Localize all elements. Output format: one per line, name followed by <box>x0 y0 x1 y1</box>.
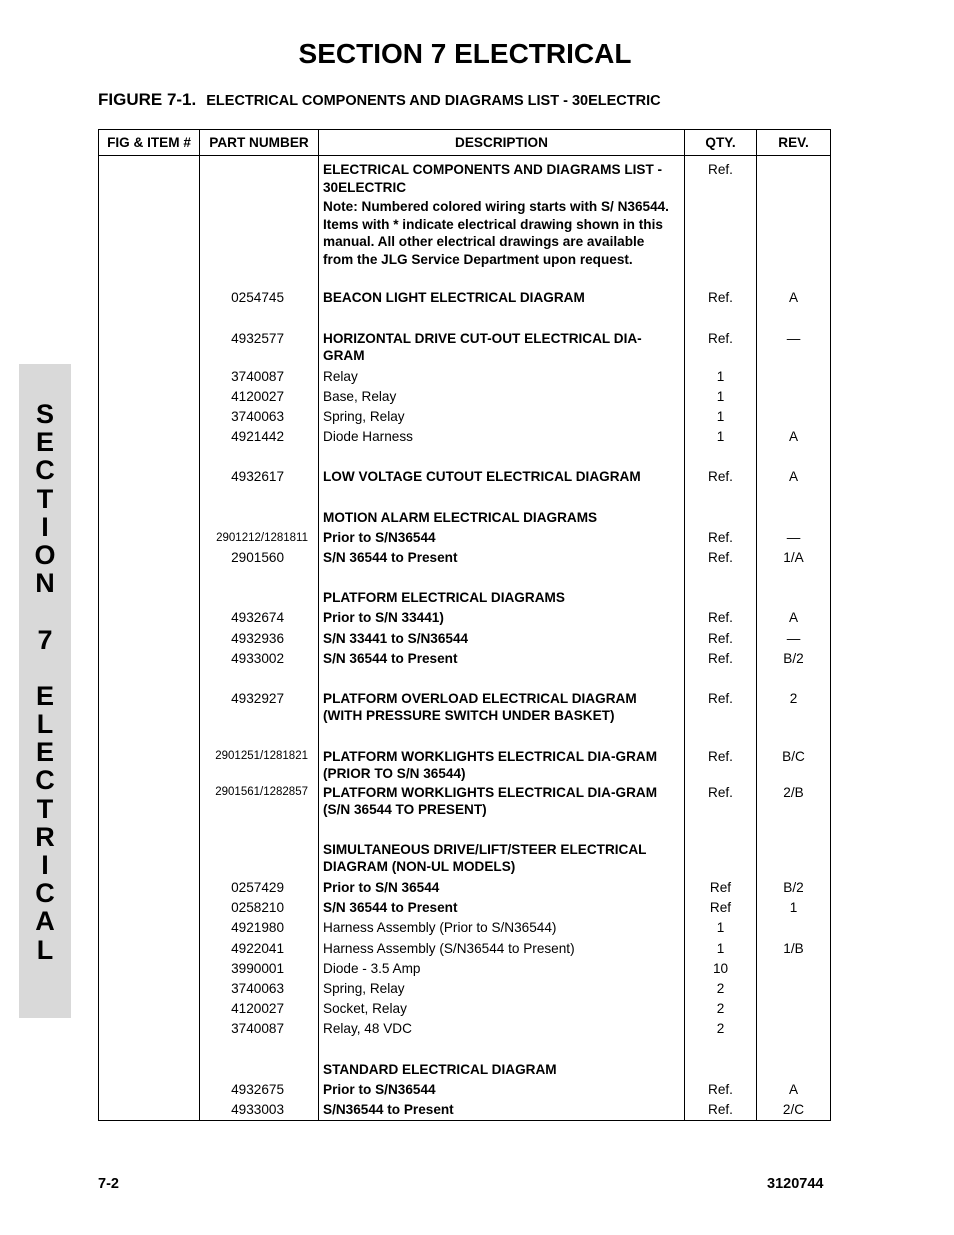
section-side-tab <box>19 364 71 1018</box>
fig-item-cell <box>99 196 200 268</box>
part-number-cell: 4120027 <box>200 387 319 407</box>
rev-cell: 2 <box>757 669 831 725</box>
table-row <box>99 307 831 365</box>
rev-cell: 2/C <box>757 1100 831 1121</box>
description-cell: S/N 36544 to Present <box>319 649 685 669</box>
rev-cell <box>757 407 831 427</box>
part-number-cell: 4932675 <box>200 1080 319 1100</box>
fig-item-cell <box>99 979 200 999</box>
part-number-cell <box>200 1040 319 1080</box>
figure-caption: ELECTRICAL COMPONENTS AND DIAGRAMS LIST - 30ELECTRIC <box>206 93 661 109</box>
qty-cell: Ref. <box>685 307 757 365</box>
qty-cell: Ref. <box>685 528 757 548</box>
rev-cell: 1/B <box>757 939 831 959</box>
part-number-cell: 0258210 <box>200 898 319 918</box>
qty-cell: 2 <box>685 999 757 1019</box>
fig-item-cell <box>99 307 200 365</box>
part-number-cell: 0254745 <box>200 268 319 307</box>
fig-item-cell <box>99 407 200 427</box>
description-cell: Relay, 48 VDC <box>319 1019 685 1039</box>
table-row <box>99 629 831 649</box>
part-number-cell: 3740087 <box>200 1019 319 1039</box>
fig-item-cell <box>99 568 200 608</box>
part-number-cell: 2901560 <box>200 548 319 568</box>
table-row <box>99 939 831 959</box>
description-cell: PLATFORM OVERLOAD ELECTRICAL DIAGRAM (WITH PRESSURE SWITCH UNDER BASKET) <box>319 669 685 725</box>
part-number-cell <box>200 156 319 197</box>
fig-item-cell <box>99 898 200 918</box>
qty-cell: 1 <box>685 939 757 959</box>
part-number-cell: 4120027 <box>200 999 319 1019</box>
part-number-cell: 3740063 <box>200 407 319 427</box>
qty-cell: 2 <box>685 1019 757 1039</box>
description-cell: Diode Harness <box>319 427 685 447</box>
side-tab-letter: C <box>35 765 55 796</box>
table-row <box>99 1080 831 1100</box>
rev-cell: 2/B <box>757 783 831 819</box>
fig-item-cell <box>99 725 200 783</box>
rev-cell <box>757 365 831 387</box>
header-fig-item: FIG & ITEM # <box>99 130 200 156</box>
description-cell: Harness Assembly (S/N36544 to Present) <box>319 939 685 959</box>
fig-item-cell <box>99 1019 200 1039</box>
part-number-cell: 0257429 <box>200 876 319 898</box>
rev-cell <box>757 999 831 1019</box>
part-number-cell: 2901561/1282857 <box>200 783 319 819</box>
side-tab-letter <box>19 654 71 682</box>
description-cell: ELECTRICAL COMPONENTS AND DIAGRAMS LIST - 30ELECTRIC <box>319 156 685 197</box>
qty-cell <box>685 196 757 268</box>
part-number-cell: 4932617 <box>200 447 319 487</box>
description-cell: HORIZONTAL DRIVE CUT-OUT ELECTRICAL DIA-GRAM <box>319 307 685 365</box>
part-number-cell: 4932577 <box>200 307 319 365</box>
table-row <box>99 387 831 407</box>
part-number-cell <box>200 819 319 876</box>
description-cell: STANDARD ELECTRICAL DIAGRAM <box>319 1040 685 1080</box>
part-number-cell <box>200 488 319 528</box>
part-number-cell: 4932927 <box>200 669 319 725</box>
description-cell: BEACON LIGHT ELECTRICAL DIAGRAM <box>319 268 685 307</box>
rev-cell <box>757 1019 831 1039</box>
description-cell: Spring, Relay <box>319 407 685 427</box>
rev-cell: B/C <box>757 725 831 783</box>
fig-item-cell <box>99 649 200 669</box>
table-row <box>99 669 831 725</box>
table-row <box>99 1100 831 1121</box>
table-row <box>99 196 831 268</box>
qty-cell: 1 <box>685 918 757 938</box>
part-number-cell: 4933002 <box>200 649 319 669</box>
table-row <box>99 407 831 427</box>
side-tab-letter <box>19 597 71 625</box>
table-row <box>99 819 831 876</box>
fig-item-cell <box>99 447 200 487</box>
part-number-cell: 4932936 <box>200 629 319 649</box>
rev-cell: B/2 <box>757 649 831 669</box>
rev-cell: A <box>757 1080 831 1100</box>
part-number-cell: 2901251/1281821 <box>200 725 319 783</box>
qty-cell: Ref. <box>685 1080 757 1100</box>
table-row <box>99 898 831 918</box>
table-row <box>99 876 831 898</box>
description-cell: Socket, Relay <box>319 999 685 1019</box>
table-row <box>99 1040 831 1080</box>
description-cell: S/N 36544 to Present <box>319 548 685 568</box>
side-tab-letter: A <box>35 906 55 937</box>
rev-cell: A <box>757 608 831 628</box>
rev-cell <box>757 568 831 608</box>
part-number-cell: 4921442 <box>200 427 319 447</box>
rev-cell <box>757 918 831 938</box>
rev-cell <box>757 387 831 407</box>
part-number-cell: 4922041 <box>200 939 319 959</box>
rev-cell <box>757 196 831 268</box>
description-cell: Prior to S/N 33441) <box>319 608 685 628</box>
table-row <box>99 999 831 1019</box>
fig-item-cell <box>99 669 200 725</box>
side-tab-letter: R <box>35 821 55 852</box>
table-row <box>99 568 831 608</box>
qty-cell: Ref. <box>685 156 757 197</box>
side-tab-letter: L <box>36 709 54 740</box>
fig-item-cell <box>99 629 200 649</box>
fig-item-cell <box>99 876 200 898</box>
description-cell: PLATFORM WORKLIGHTS ELECTRICAL DIA-GRAM (PRIOR TO S/N 36544) <box>319 725 685 783</box>
table-row <box>99 1019 831 1039</box>
description-cell: Prior to S/N36544 <box>319 528 685 548</box>
qty-cell: 1 <box>685 407 757 427</box>
rev-cell: A <box>757 427 831 447</box>
table-row <box>99 488 831 528</box>
fig-item-cell <box>99 548 200 568</box>
table-row <box>99 548 831 568</box>
qty-cell: Ref. <box>685 268 757 307</box>
header-description: DESCRIPTION <box>319 130 685 156</box>
table-row <box>99 156 831 197</box>
rev-cell: B/2 <box>757 876 831 898</box>
qty-cell <box>685 1040 757 1080</box>
table-row <box>99 528 831 548</box>
description-cell: SIMULTANEOUS DRIVE/LIFT/STEER ELECTRICAL DIAGRAM (NON-UL MODELS) <box>319 819 685 876</box>
table-row <box>99 918 831 938</box>
rev-cell: — <box>757 307 831 365</box>
rev-cell <box>757 488 831 528</box>
rev-cell: A <box>757 447 831 487</box>
description-cell: Harness Assembly (Prior to S/N36544) <box>319 918 685 938</box>
description-cell: Prior to S/N36544 <box>319 1080 685 1100</box>
fig-item-cell <box>99 608 200 628</box>
footer-document-number: 3120744 <box>767 1176 824 1192</box>
fig-item-cell <box>99 999 200 1019</box>
qty-cell: Ref <box>685 898 757 918</box>
parts-table <box>98 129 831 1121</box>
qty-cell: Ref. <box>685 669 757 725</box>
part-number-cell <box>200 568 319 608</box>
rev-cell: — <box>757 528 831 548</box>
side-tab-letter: E <box>35 427 54 458</box>
fig-item-cell <box>99 528 200 548</box>
part-number-cell: 4921980 <box>200 918 319 938</box>
description-cell: Relay <box>319 365 685 387</box>
side-tab-letter: T <box>36 483 54 514</box>
description-cell: PLATFORM ELECTRICAL DIAGRAMS <box>319 568 685 608</box>
qty-cell <box>685 568 757 608</box>
rev-cell <box>757 819 831 876</box>
qty-cell: 1 <box>685 387 757 407</box>
description-cell: S/N 36544 to Present <box>319 898 685 918</box>
rev-cell: 1 <box>757 898 831 918</box>
table-row <box>99 783 831 819</box>
figure-heading <box>98 90 661 110</box>
fig-item-cell <box>99 819 200 876</box>
fig-item-cell <box>99 427 200 447</box>
rev-cell: — <box>757 629 831 649</box>
qty-cell <box>685 488 757 528</box>
side-tab-letter: O <box>34 539 56 570</box>
part-number-cell: 3740063 <box>200 979 319 999</box>
fig-item-cell <box>99 488 200 528</box>
qty-cell: Ref. <box>685 629 757 649</box>
side-tab-letter: E <box>35 680 54 711</box>
table-row <box>99 268 831 307</box>
rev-cell: A <box>757 268 831 307</box>
rev-cell: 1/A <box>757 548 831 568</box>
figure-number: FIGURE 7-1. <box>98 90 197 109</box>
table-row <box>99 979 831 999</box>
side-tab-letter: E <box>35 737 54 768</box>
fig-item-cell <box>99 918 200 938</box>
side-tab-letter: I <box>41 511 49 542</box>
header-part-number: PART NUMBER <box>200 130 319 156</box>
description-cell: S/N36544 to Present <box>319 1100 685 1121</box>
fig-item-cell <box>99 268 200 307</box>
qty-cell: Ref. <box>685 548 757 568</box>
part-number-cell: 4933003 <box>200 1100 319 1121</box>
header-qty: QTY. <box>685 130 757 156</box>
table-row <box>99 649 831 669</box>
side-tab-letter: 7 <box>37 624 53 655</box>
fig-item-cell <box>99 1100 200 1121</box>
part-number-cell <box>200 196 319 268</box>
qty-cell: 10 <box>685 959 757 979</box>
qty-cell: Ref <box>685 876 757 898</box>
part-number-cell: 2901212/1281811 <box>200 528 319 548</box>
description-cell: Diode - 3.5 Amp <box>319 959 685 979</box>
qty-cell: Ref. <box>685 783 757 819</box>
rev-cell <box>757 1040 831 1080</box>
qty-cell: 2 <box>685 979 757 999</box>
fig-item-cell <box>99 939 200 959</box>
part-number-cell: 3740087 <box>200 365 319 387</box>
table-header-row <box>99 130 831 156</box>
fig-item-cell <box>99 783 200 819</box>
qty-cell: Ref. <box>685 447 757 487</box>
table-row <box>99 608 831 628</box>
qty-cell <box>685 819 757 876</box>
description-cell: LOW VOLTAGE CUTOUT ELECTRICAL DIAGRAM <box>319 447 685 487</box>
header-rev: REV. <box>757 130 831 156</box>
description-cell: MOTION ALARM ELECTRICAL DIAGRAMS <box>319 488 685 528</box>
description-cell: S/N 33441 to S/N36544 <box>319 629 685 649</box>
side-tab-letters <box>19 400 71 964</box>
qty-cell: 1 <box>685 365 757 387</box>
table-row <box>99 447 831 487</box>
side-tab-letter: T <box>36 793 54 824</box>
rev-cell <box>757 156 831 197</box>
description-cell: Spring, Relay <box>319 979 685 999</box>
note-cell: Note: Numbered colored wiring starts with S/ N36544. Items with * indicate electrical drawing shown in this manual. All other electrical drawings are available from the JLG Service Department upon request. <box>319 196 685 268</box>
table-row <box>99 365 831 387</box>
qty-cell: Ref. <box>685 649 757 669</box>
side-tab-letter: S <box>35 399 54 429</box>
qty-cell: Ref. <box>685 608 757 628</box>
fig-item-cell <box>99 1040 200 1080</box>
table-row <box>99 725 831 783</box>
description-cell: PLATFORM WORKLIGHTS ELECTRICAL DIA-GRAM (S/N 36544 TO PRESENT) <box>319 783 685 819</box>
side-tab-letter: L <box>36 934 54 965</box>
side-tab-letter: I <box>41 850 49 880</box>
qty-cell: 1 <box>685 427 757 447</box>
side-tab-letter: C <box>35 878 55 909</box>
description-cell: Base, Relay <box>319 387 685 407</box>
side-tab-letter: N <box>35 568 55 599</box>
fig-item-cell <box>99 959 200 979</box>
qty-cell: Ref. <box>685 725 757 783</box>
part-number-cell: 3990001 <box>200 959 319 979</box>
page-title: SECTION 7 ELECTRICAL <box>298 38 632 69</box>
part-number-cell: 4932674 <box>200 608 319 628</box>
table-row <box>99 427 831 447</box>
table-row <box>99 959 831 979</box>
rev-cell <box>757 959 831 979</box>
fig-item-cell <box>99 387 200 407</box>
qty-cell: Ref. <box>685 1100 757 1121</box>
side-tab-letter: C <box>35 455 55 486</box>
fig-item-cell <box>99 1080 200 1100</box>
description-cell: Prior to S/N 36544 <box>319 876 685 898</box>
fig-item-cell <box>99 156 200 197</box>
rev-cell <box>757 979 831 999</box>
footer-page-number: 7-2 <box>98 1176 119 1192</box>
fig-item-cell <box>99 365 200 387</box>
